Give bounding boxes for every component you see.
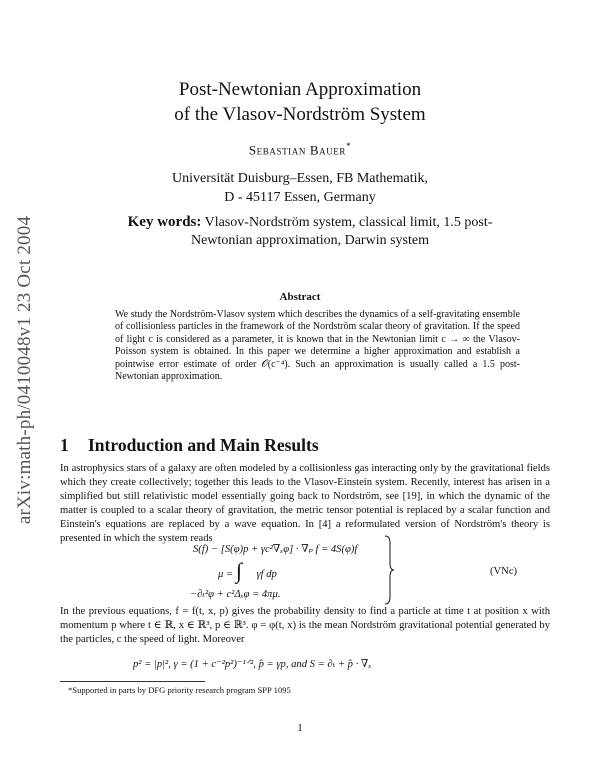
intro-paragraph-2: In the previous equations, f = f(t, x, p) gives the probability density to find a particle at time t at position x with momentum p where t ∈ ℝ, x ∈ ℝ³, p ∈ ℝ³. φ = φ(t, x) is the mean Nordström gravitational potential generated by the particles, c the speed of light. Moreover	[60, 606, 550, 645]
equation-definitions: p² = |p|², γ = (1 + c⁻²p²)⁻¹ᐟ², p̂ = γp, and S = ∂ₜ + p̂ · ∇ₓ	[133, 659, 372, 670]
abstract-heading: Abstract	[279, 291, 321, 303]
footnote: *Supported in parts by DFG priority research program SPP 1095	[68, 685, 291, 695]
equation-density-left: μ =	[218, 569, 234, 580]
arxiv-identifier: arXiv:math-ph/0410048v1 23 Oct 2004	[14, 215, 35, 525]
keywords	[100, 213, 520, 250]
author-name: Sebastian Bauer	[248, 142, 346, 158]
intro-paragraph-1: In astrophysics stars of a galaxy are often modeled by a collisionless gas interacting only by the gravitational fields which they create collectively; together this leads to the Vlasov-Einstein system. Recently, interest has arisen in a simplified but still relativistic model essentially going back to Nordström, see [19], in which the dynamic of the matter is coupled to a scalar theory of gravitation, the metric tensor potential is replaced by a scalar function and Einstein's equations are replaced by a wave equation. In [4] a reformulated version of Nordström's theory is presented in which the system reads	[60, 463, 550, 544]
integral-sign: ∫	[236, 558, 243, 583]
equation-wave: −∂ₜ²φ + c²Δₓφ = 4πμ.	[190, 589, 281, 600]
section-heading	[60, 435, 319, 456]
section-number: 1	[60, 435, 69, 455]
section-title: Introduction and Main Results	[88, 435, 319, 455]
keywords-label: Key words:	[127, 214, 202, 230]
equation-vlasov: S(f) − [S(φ)p + γc²∇ₓφ] · ∇ₚ f = 4S(φ)f	[193, 544, 358, 555]
paper-title-line-2: of the Vlasov-Nordström System	[174, 104, 426, 125]
page-number: 1	[297, 722, 303, 734]
affiliation-line-1: Universität Duisburg–Essen, FB Mathematik,	[172, 171, 428, 186]
author	[0, 141, 600, 158]
author-footnote-mark: *	[346, 141, 352, 151]
footnote-rule	[60, 681, 205, 682]
paper-title-line-1: Post-Newtonian Approximation	[178, 79, 422, 100]
affiliation-line-2: D - 45117 Essen, Germany	[224, 190, 376, 205]
right-brace	[384, 535, 394, 605]
equation-density-right: γf dp	[256, 569, 277, 580]
abstract-text: We study the Nordström-Vlasov system which describes the dynamics of a self-gravitating ensemble of collisionless particles in the framework of the Nordström scalar theory of gravitation. If the speed of light c is considered as a parameter, it is known that in the Newtonian limit c → ∞ the Vlasov-Poisson system is obtained. In this paper we determine a higher approximation and establish a pointwise error estimate of order 𝒪(c⁻⁴). Such an approximation is usually called a 1.5 post-Newtonian approximation.	[115, 309, 520, 383]
arxiv-sidebar	[10, 190, 40, 550]
keywords-text: Vlasov-Nordström system, classical limit, 1.5 post-Newtonian approximation, Darwin system	[191, 215, 493, 248]
equation-density	[218, 569, 277, 580]
equation-label: (VNc)	[490, 566, 518, 577]
